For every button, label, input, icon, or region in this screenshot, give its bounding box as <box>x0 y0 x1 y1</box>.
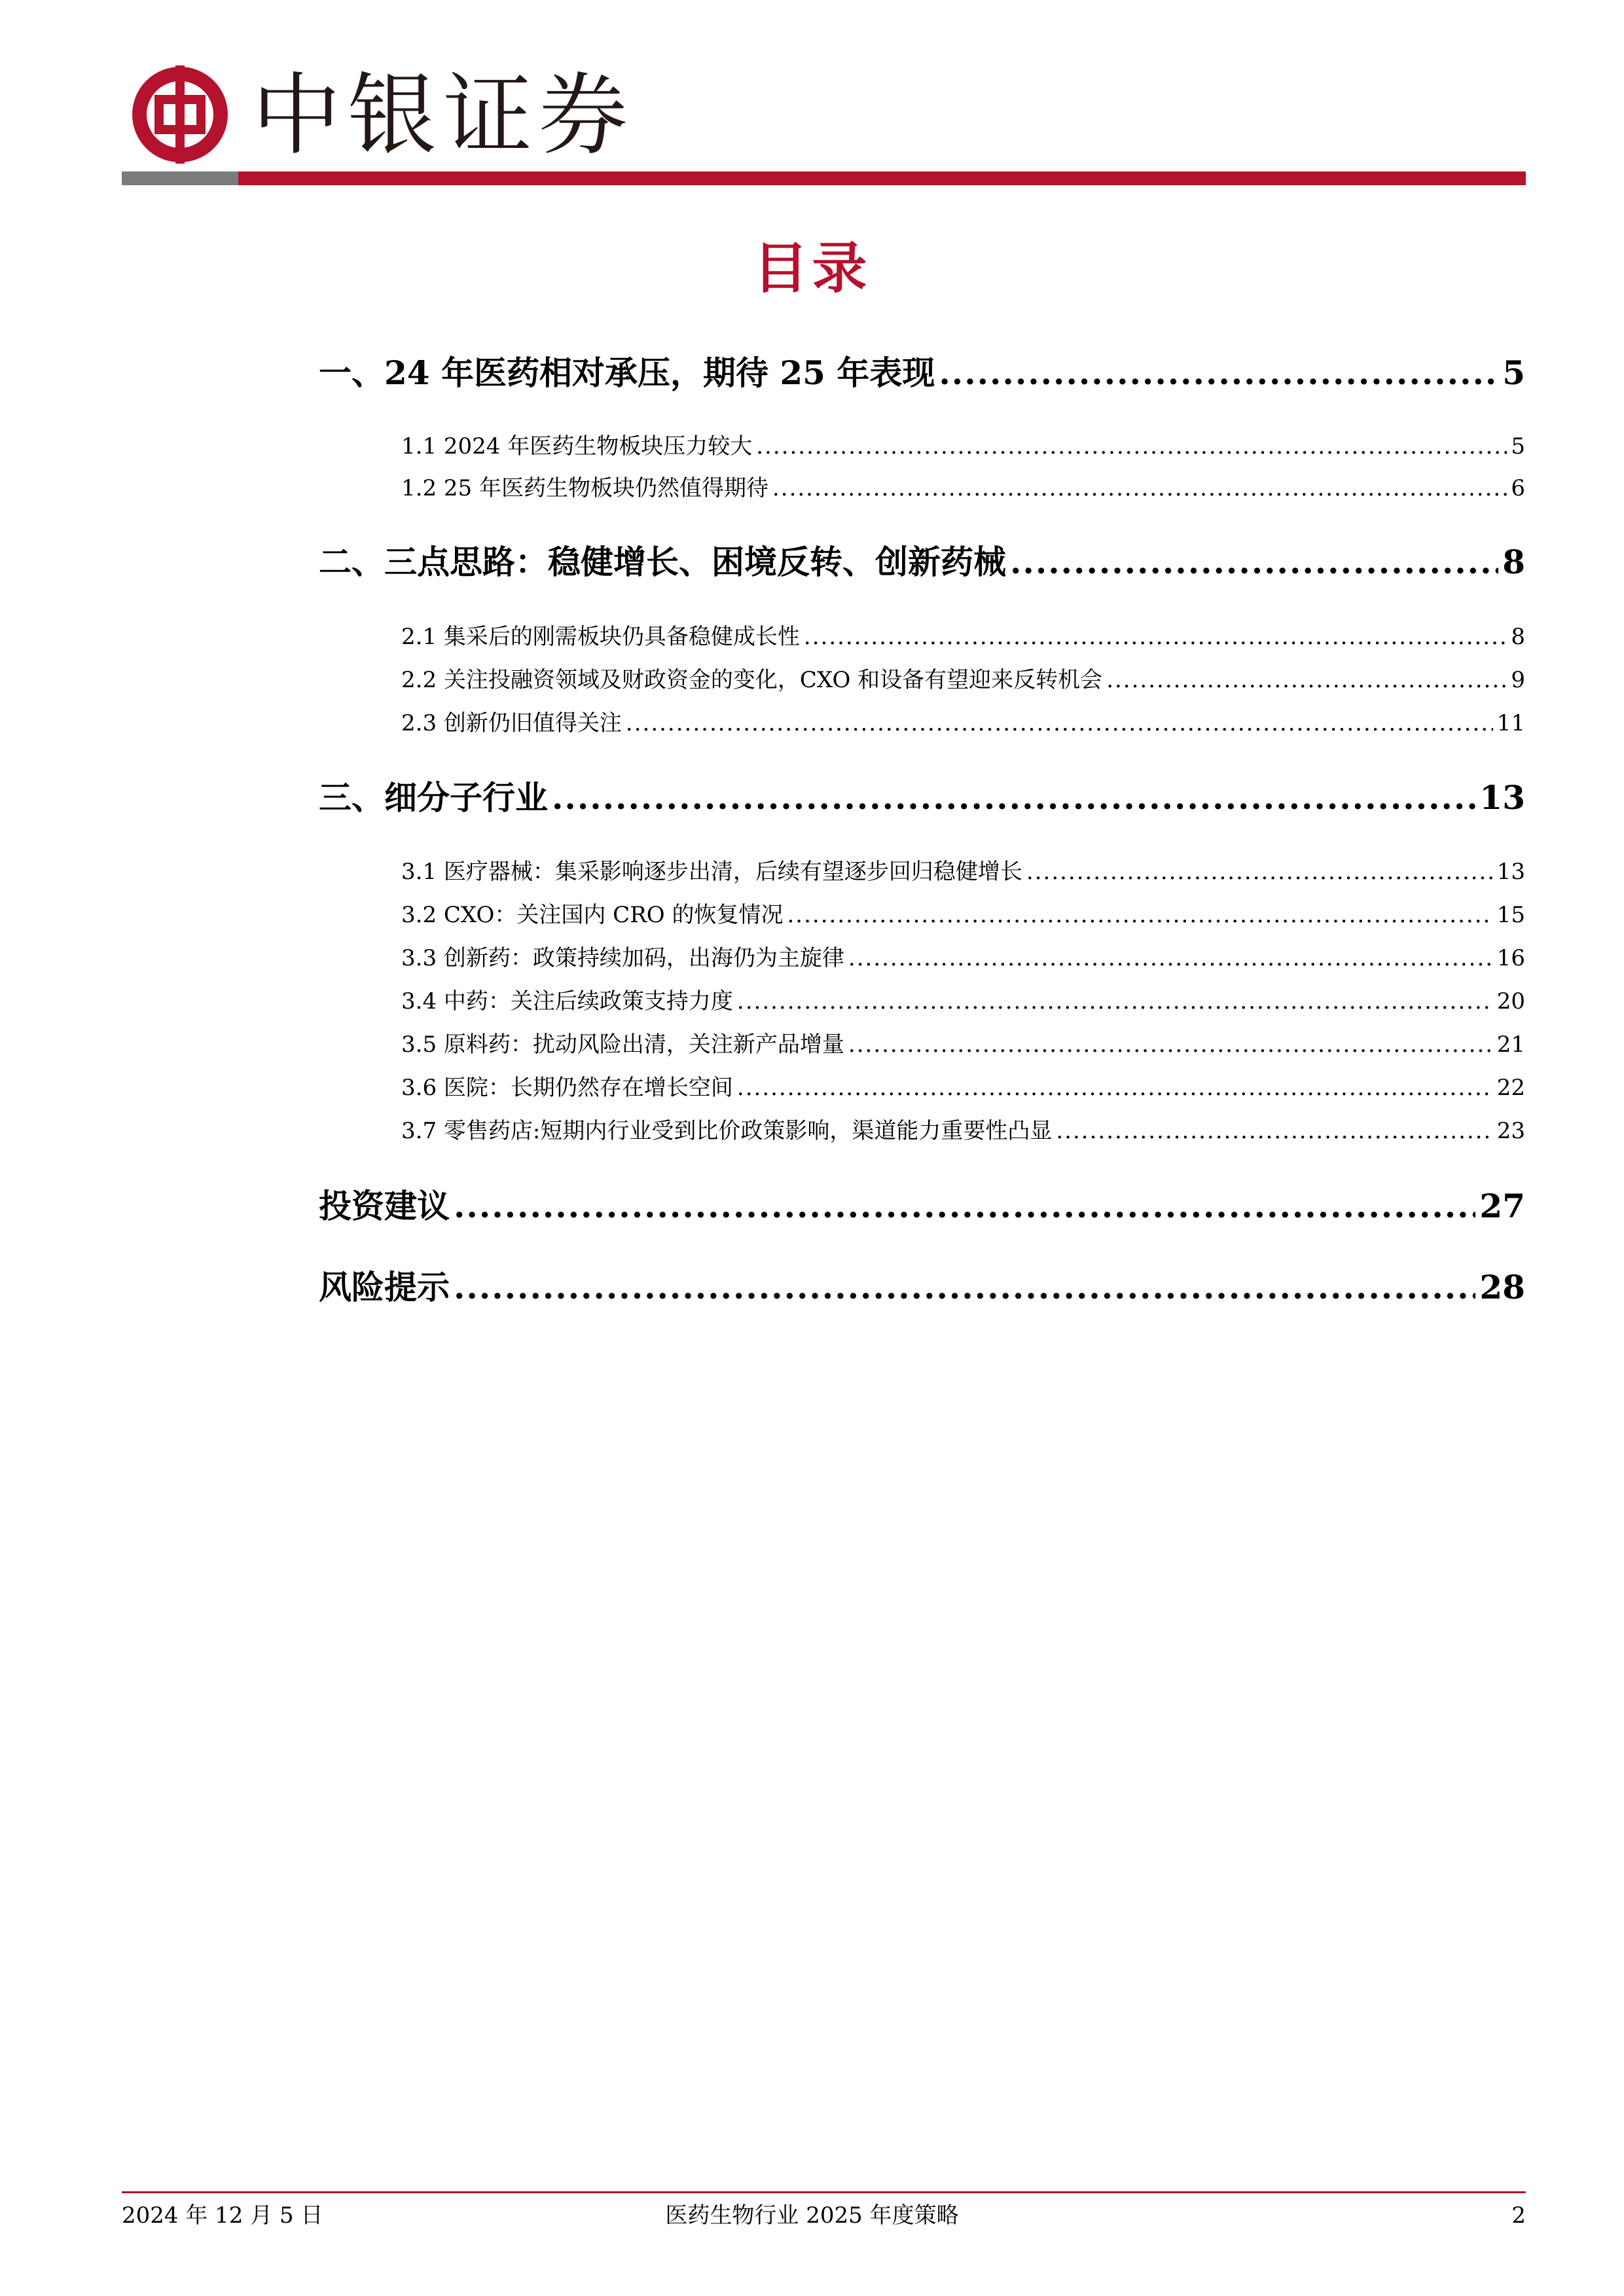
header-bar-red <box>238 171 1526 185</box>
toc-entry-1-2[interactable] <box>401 472 1525 505</box>
toc-leader-dots <box>787 899 1492 931</box>
footer-date: 2024 年 12 月 5 日 <box>122 2202 323 2229</box>
toc-entry-3-1[interactable] <box>401 855 1525 888</box>
toc-title: 目录 <box>753 236 871 300</box>
toc-entry-label: 3.6 医院：长期仍然存在增长空间 <box>401 1075 733 1101</box>
toc-entry-label: 1.1 2024 年医药生物板块压力较大 <box>401 433 753 459</box>
toc-entry-page: 28 <box>1479 1268 1525 1306</box>
toc-entry-label: 一、24 年医药相对承压，期待 25 年表现 <box>319 353 935 392</box>
toc-leader-dots <box>454 1265 1475 1310</box>
toc-entry-page: 8 <box>1502 543 1525 581</box>
toc-entry-page: 9 <box>1511 667 1525 693</box>
toc-entry-page: 11 <box>1496 710 1525 736</box>
bank-of-china-logo-icon <box>131 65 229 164</box>
toc-entry-1-1[interactable] <box>401 430 1525 463</box>
toc-leader-dots <box>626 707 1493 740</box>
toc-leader-dots <box>756 430 1507 463</box>
toc-entry-page: 13 <box>1496 859 1525 885</box>
toc-leader-dots <box>1106 664 1507 696</box>
toc-entry-label: 3.5 原料药：扰动风险出清，关注新产品增量 <box>401 1031 844 1058</box>
toc-entry-label: 3.7 零售药店:短期内行业受到比价政策影响，渠道能力重要性凸显 <box>401 1118 1053 1144</box>
toc-entry-label: 3.1 医疗器械：集采影响逐步出清，后续有望逐步回归稳健增长 <box>401 859 1022 885</box>
toc-entry-label: 2.1 集采后的刚需板块仍具备稳健成长性 <box>401 624 800 650</box>
toc-entry-page: 22 <box>1496 1075 1525 1101</box>
toc-entry-label: 3.2 CXO：关注国内 CRO 的恢复情况 <box>401 902 784 928</box>
toc-entry-page: 6 <box>1511 475 1525 501</box>
toc-entry-3-5[interactable] <box>401 1028 1525 1061</box>
toc-entry-label: 1.2 25 年医药生物板块仍然值得期待 <box>401 475 768 501</box>
toc-entry-3-4[interactable] <box>401 985 1525 1018</box>
footer-divider <box>122 2191 1526 2193</box>
toc-leader-dots <box>454 1183 1475 1229</box>
toc-entry-label: 2.2 关注投融资领域及财政资金的变化，CXO 和设备有望迎来反转机会 <box>401 667 1103 693</box>
toc-leader-dots <box>1010 539 1498 585</box>
toc-entry-2-3[interactable] <box>401 707 1525 740</box>
toc-leader-dots <box>848 942 1493 975</box>
toc-leader-dots <box>737 1071 1493 1104</box>
toc-entry-page: 21 <box>1496 1031 1525 1058</box>
toc-entry-page: 5 <box>1502 353 1525 392</box>
toc-entry-label: 3.3 创新药：政策持续加码，出海仍为主旋律 <box>401 945 844 971</box>
toc-leader-dots <box>1056 1115 1492 1147</box>
toc-entry-3[interactable] <box>319 775 1525 821</box>
toc-entry-page: 13 <box>1479 778 1525 817</box>
toc-entry-2-1[interactable] <box>401 620 1525 653</box>
toc-entry-page: 27 <box>1479 1187 1525 1225</box>
toc-entry-investment-advice[interactable] <box>319 1183 1525 1229</box>
toc-entry-page: 20 <box>1496 988 1525 1014</box>
toc-entry-2-2[interactable] <box>401 664 1525 696</box>
toc-entry-label: 2.3 创新仍旧值得关注 <box>401 710 622 736</box>
toc-leader-dots <box>552 775 1475 821</box>
toc-entry-3-3[interactable] <box>401 942 1525 975</box>
company-name: 中银证券 <box>252 64 634 168</box>
footer-page-number: 2 <box>1511 2202 1526 2229</box>
toc-entry-risk-warning[interactable] <box>319 1265 1525 1310</box>
toc-entry-label: 投资建议 <box>319 1187 450 1225</box>
footer-report-title: 医药生物行业 2025 年度策略 <box>665 2202 959 2229</box>
toc-entry-page: 15 <box>1496 902 1525 928</box>
toc-leader-dots <box>772 472 1507 505</box>
toc-leader-dots <box>848 1028 1493 1061</box>
header-logo <box>131 65 785 170</box>
toc-entry-page: 16 <box>1496 945 1525 971</box>
toc-entry-page: 8 <box>1511 624 1525 650</box>
toc-entry-3-2[interactable] <box>401 899 1525 931</box>
toc-entry-2[interactable] <box>319 539 1525 585</box>
toc-leader-dots <box>939 350 1498 396</box>
toc-entry-label: 三、细分子行业 <box>319 778 548 817</box>
header-bar-gray <box>122 171 238 185</box>
toc-entry-page: 23 <box>1496 1118 1525 1144</box>
toc-leader-dots <box>804 620 1507 653</box>
toc-entry-label: 3.4 中药：关注后续政策支持力度 <box>401 988 733 1014</box>
toc-leader-dots <box>737 985 1493 1018</box>
toc-entry-page: 5 <box>1511 433 1525 459</box>
toc-entry-3-6[interactable] <box>401 1071 1525 1104</box>
toc-entry-label: 二、三点思路：稳健增长、困境反转、创新药械 <box>319 543 1006 581</box>
toc-leader-dots <box>1026 855 1493 888</box>
toc-entry-1[interactable] <box>319 350 1525 396</box>
toc-entry-3-7[interactable] <box>401 1115 1525 1147</box>
toc-entry-label: 风险提示 <box>319 1268 450 1306</box>
